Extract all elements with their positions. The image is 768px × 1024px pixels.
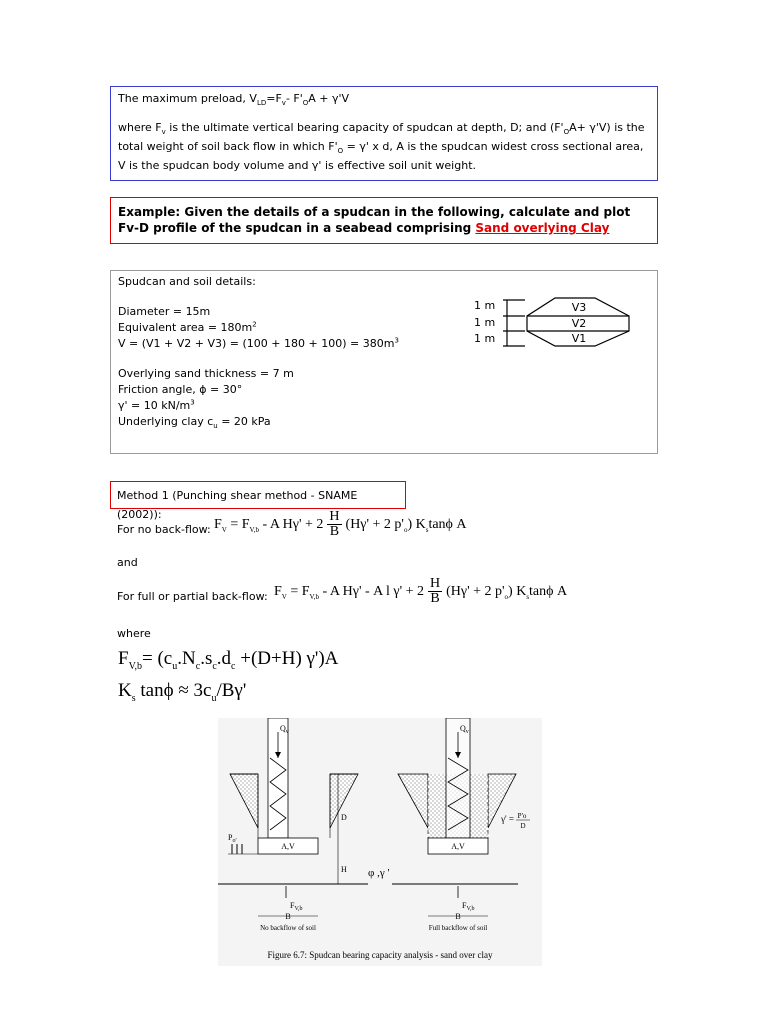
volume-line: $V = (V1 + V2 + V3) = (100 + 180 + 100) = 380m^3$ bbox=[118, 336, 399, 350]
fig-qv-left: $Q_v$ bbox=[280, 724, 289, 735]
vol-v3: V3 bbox=[571, 301, 587, 314]
full-backflow-label: For full or partial back-flow: bbox=[117, 590, 268, 603]
area-line: Equivalent area = $180m^2$ bbox=[118, 320, 257, 334]
dim-label-3: 1 m bbox=[474, 332, 496, 345]
fig-av-right: A,V bbox=[451, 842, 465, 851]
example-box: Example: Given the details of a spudcan in the following, calculate and plot Fv-D profile of the spudcan in a seabead comprising Sand overlying Clay bbox=[110, 197, 658, 244]
fig-fvb-left: $F_{V,b}$ bbox=[290, 901, 303, 912]
fig-h: H bbox=[341, 865, 347, 874]
and-label: and bbox=[117, 556, 138, 569]
details-heading: Spudcan and soil details: bbox=[118, 275, 256, 288]
fig-d: D bbox=[341, 813, 347, 822]
fig-phi-gamma: φ ,γ ' bbox=[368, 867, 390, 879]
friction-line: Friction angle, ϕ = 30° bbox=[118, 383, 243, 396]
diameter-line: Diameter = 15m bbox=[118, 305, 211, 318]
dim-label-2: 1 m bbox=[474, 316, 496, 329]
spudcan-shape-diagram bbox=[495, 296, 645, 348]
gamma-line: γ' = 10 $kN/m^3$ bbox=[118, 398, 195, 412]
eq-full-backflow: $F_V = F_{V,b} - A$ Hγ' - A l γ' + 2 $\frac{H}{B}$ (Hγ' + 2 $p'_o$) $K_s\tan\phi$ A bbox=[274, 576, 568, 606]
no-backflow-label: For no back-flow: bbox=[117, 523, 211, 536]
preload-paragraph: where $F_v$ is the ultimate vertical bearing capacity of spudcan at depth, D; and $(F'_OA+ \gamma'V)$ is the total weight of soil back flow in which $F'_O = \gamma'$ x d, A is the spudcan widest cross sectional area, V is the spudcan body volume and γ' is effective soil unit weight. bbox=[118, 121, 645, 172]
preload-box bbox=[110, 86, 658, 181]
eq-no-backflow: $F_V = F_{V,b} - A$ Hγ' + 2 $\frac{H}{B}$ (Hγ' + 2 $p'_o$) $K_s\tan\phi$ A bbox=[214, 509, 467, 539]
sand-line: Overlying sand thickness = 7 m bbox=[118, 367, 294, 380]
example-highlight: Sand overlying Clay bbox=[475, 221, 610, 235]
bearing-capacity-figure bbox=[218, 718, 542, 966]
fig-gamma-den: D bbox=[520, 822, 526, 830]
where-label: where bbox=[117, 627, 151, 640]
ks-formula: $K_s$ $\tan\phi \approx 3c_u/B\gamma'$ bbox=[118, 680, 247, 704]
fig-fvb-right: $F_{V,b}$ bbox=[462, 901, 475, 912]
fig-gamma-eq: γ' = bbox=[501, 814, 514, 824]
fig-qv-right: $Q_v$ bbox=[460, 724, 469, 735]
fig-label-right: Full backflow of soil bbox=[428, 924, 488, 932]
clay-line: Underlying clay $c_u = 20$ kPa bbox=[118, 415, 271, 431]
fig-label-left: No backflow of soil bbox=[260, 924, 316, 932]
dim-label-1: 1 m bbox=[474, 299, 496, 312]
fig-av-left: A,V bbox=[281, 842, 295, 851]
fvb-formula: $F_{V,b}= (c_u.N_c.s_c.d_c +(D+H)$ γ')A bbox=[118, 648, 339, 672]
fig-b-left: B bbox=[285, 912, 291, 921]
vol-v1: V1 bbox=[571, 332, 587, 345]
vol-v2: V2 bbox=[571, 317, 587, 330]
preload-line: The maximum preload, $V_{LD}=F_v-$ $F'_OA + \gamma'V$ bbox=[118, 92, 350, 108]
fig-po: $P_{o'}$ bbox=[228, 833, 237, 844]
fig-b-right: B bbox=[455, 912, 461, 921]
fig-gamma-num: P'o bbox=[517, 812, 527, 820]
method-title: Method 1 (Punching shear method - SNAME (2002)): bbox=[117, 489, 358, 521]
fig-caption: Figure 6.7: Spudcan bearing capacity analysis - sand over clay bbox=[267, 950, 493, 960]
method-title-box bbox=[110, 481, 406, 521]
